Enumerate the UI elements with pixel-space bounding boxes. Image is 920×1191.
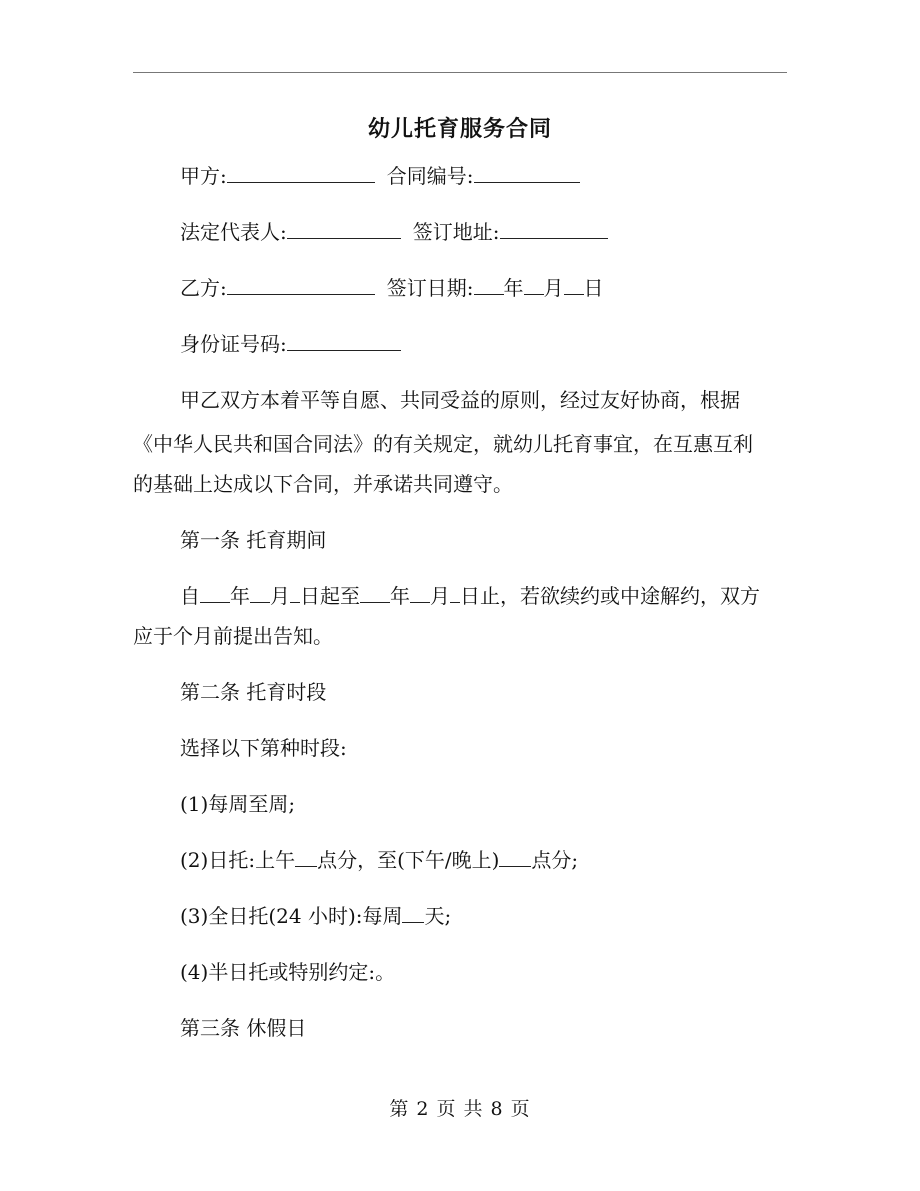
sign-date-month: 月	[543, 276, 564, 300]
article-1-heading: 第一条 托育期间	[180, 528, 327, 552]
sign-place-blank[interactable]	[500, 220, 608, 239]
sign-date-year: 年	[503, 276, 524, 300]
period-end-day: 日止，若欲续约或中途解约，双方	[460, 584, 760, 608]
period-start-day: 日起至	[300, 584, 360, 608]
article-2-option-2	[180, 844, 578, 873]
intro-line-2: 《中华人民共和国合同法》的有关规定，就幼儿托育事宜，在互惠互利	[133, 432, 753, 456]
period-end-year-blank[interactable]	[360, 584, 390, 603]
option-2-part-c: 点分;	[531, 848, 579, 872]
intro-line-1: 甲乙双方本着平等自愿、共同受益的原则，经过友好协商，根据	[180, 388, 740, 412]
party-a-blank[interactable]	[227, 164, 375, 183]
page-indicator: 第 2 页 共 8 页	[389, 1098, 531, 1120]
period-start-month: 月	[270, 584, 290, 608]
option-2-part-a: (2)日托:上午	[180, 848, 296, 872]
party-a-label: 甲方:	[180, 164, 227, 188]
option-3-part-b: 天;	[424, 904, 452, 928]
period-start-month-blank[interactable]	[250, 584, 270, 603]
party-b-blank[interactable]	[227, 276, 375, 295]
option-2-part-b: 点分，至(下午/晚上)	[317, 848, 500, 872]
legal-rep-blank[interactable]	[287, 220, 401, 239]
period-end-month: 月	[430, 584, 450, 608]
article-2-intro: 选择以下第种时段:	[180, 736, 347, 760]
article-1-line-2: 应于个月前提出告知。	[133, 624, 333, 648]
legal-rep-label: 法定代表人:	[180, 220, 287, 244]
period-start-year-blank[interactable]	[200, 584, 230, 603]
option-3-days-blank[interactable]	[402, 904, 424, 923]
sign-date-day: 日	[583, 276, 604, 300]
id-number-row	[180, 328, 401, 357]
sign-place-label: 签订地址:	[412, 220, 500, 244]
party-b-label: 乙方:	[180, 276, 227, 300]
header-rule	[133, 72, 787, 73]
party-a-row	[180, 160, 580, 189]
article-1-line-1	[180, 580, 760, 609]
option-2-evening-blank[interactable]	[499, 848, 531, 867]
contract-no-blank[interactable]	[474, 164, 580, 183]
article-2-heading: 第二条 托育时段	[180, 680, 327, 704]
option-3-part-a: (3)全日托(24 小时):每周	[180, 904, 403, 928]
document-title: 幼儿托育服务合同	[367, 116, 552, 142]
sign-date-year-blank[interactable]	[474, 276, 504, 295]
sign-date-label: 签订日期:	[386, 276, 474, 300]
id-number-label: 身份证号码:	[180, 332, 287, 356]
period-end-month-blank[interactable]	[410, 584, 430, 603]
article-1-prefix: 自	[180, 584, 200, 608]
article-2-option-1: (1)每周至周;	[180, 792, 296, 816]
article-3-heading: 第三条 休假日	[180, 1016, 307, 1040]
article-2-option-4: (4)半日托或特别约定:。	[180, 960, 396, 984]
sign-date-day-blank[interactable]	[564, 276, 584, 295]
legal-rep-row	[180, 216, 608, 245]
contract-no-label: 合同编号:	[386, 164, 474, 188]
article-2-option-3	[180, 900, 451, 929]
period-end-day-blank[interactable]	[450, 584, 460, 603]
period-start-day-blank[interactable]	[290, 584, 300, 603]
sign-date-month-blank[interactable]	[524, 276, 544, 295]
intro-line-3: 的基础上达成以下合同，并承诺共同遵守。	[133, 472, 513, 496]
period-end-year: 年	[390, 584, 410, 608]
period-start-year: 年	[230, 584, 250, 608]
party-b-row	[180, 272, 604, 301]
id-number-blank[interactable]	[287, 332, 401, 351]
option-2-morning-blank[interactable]	[295, 848, 317, 867]
